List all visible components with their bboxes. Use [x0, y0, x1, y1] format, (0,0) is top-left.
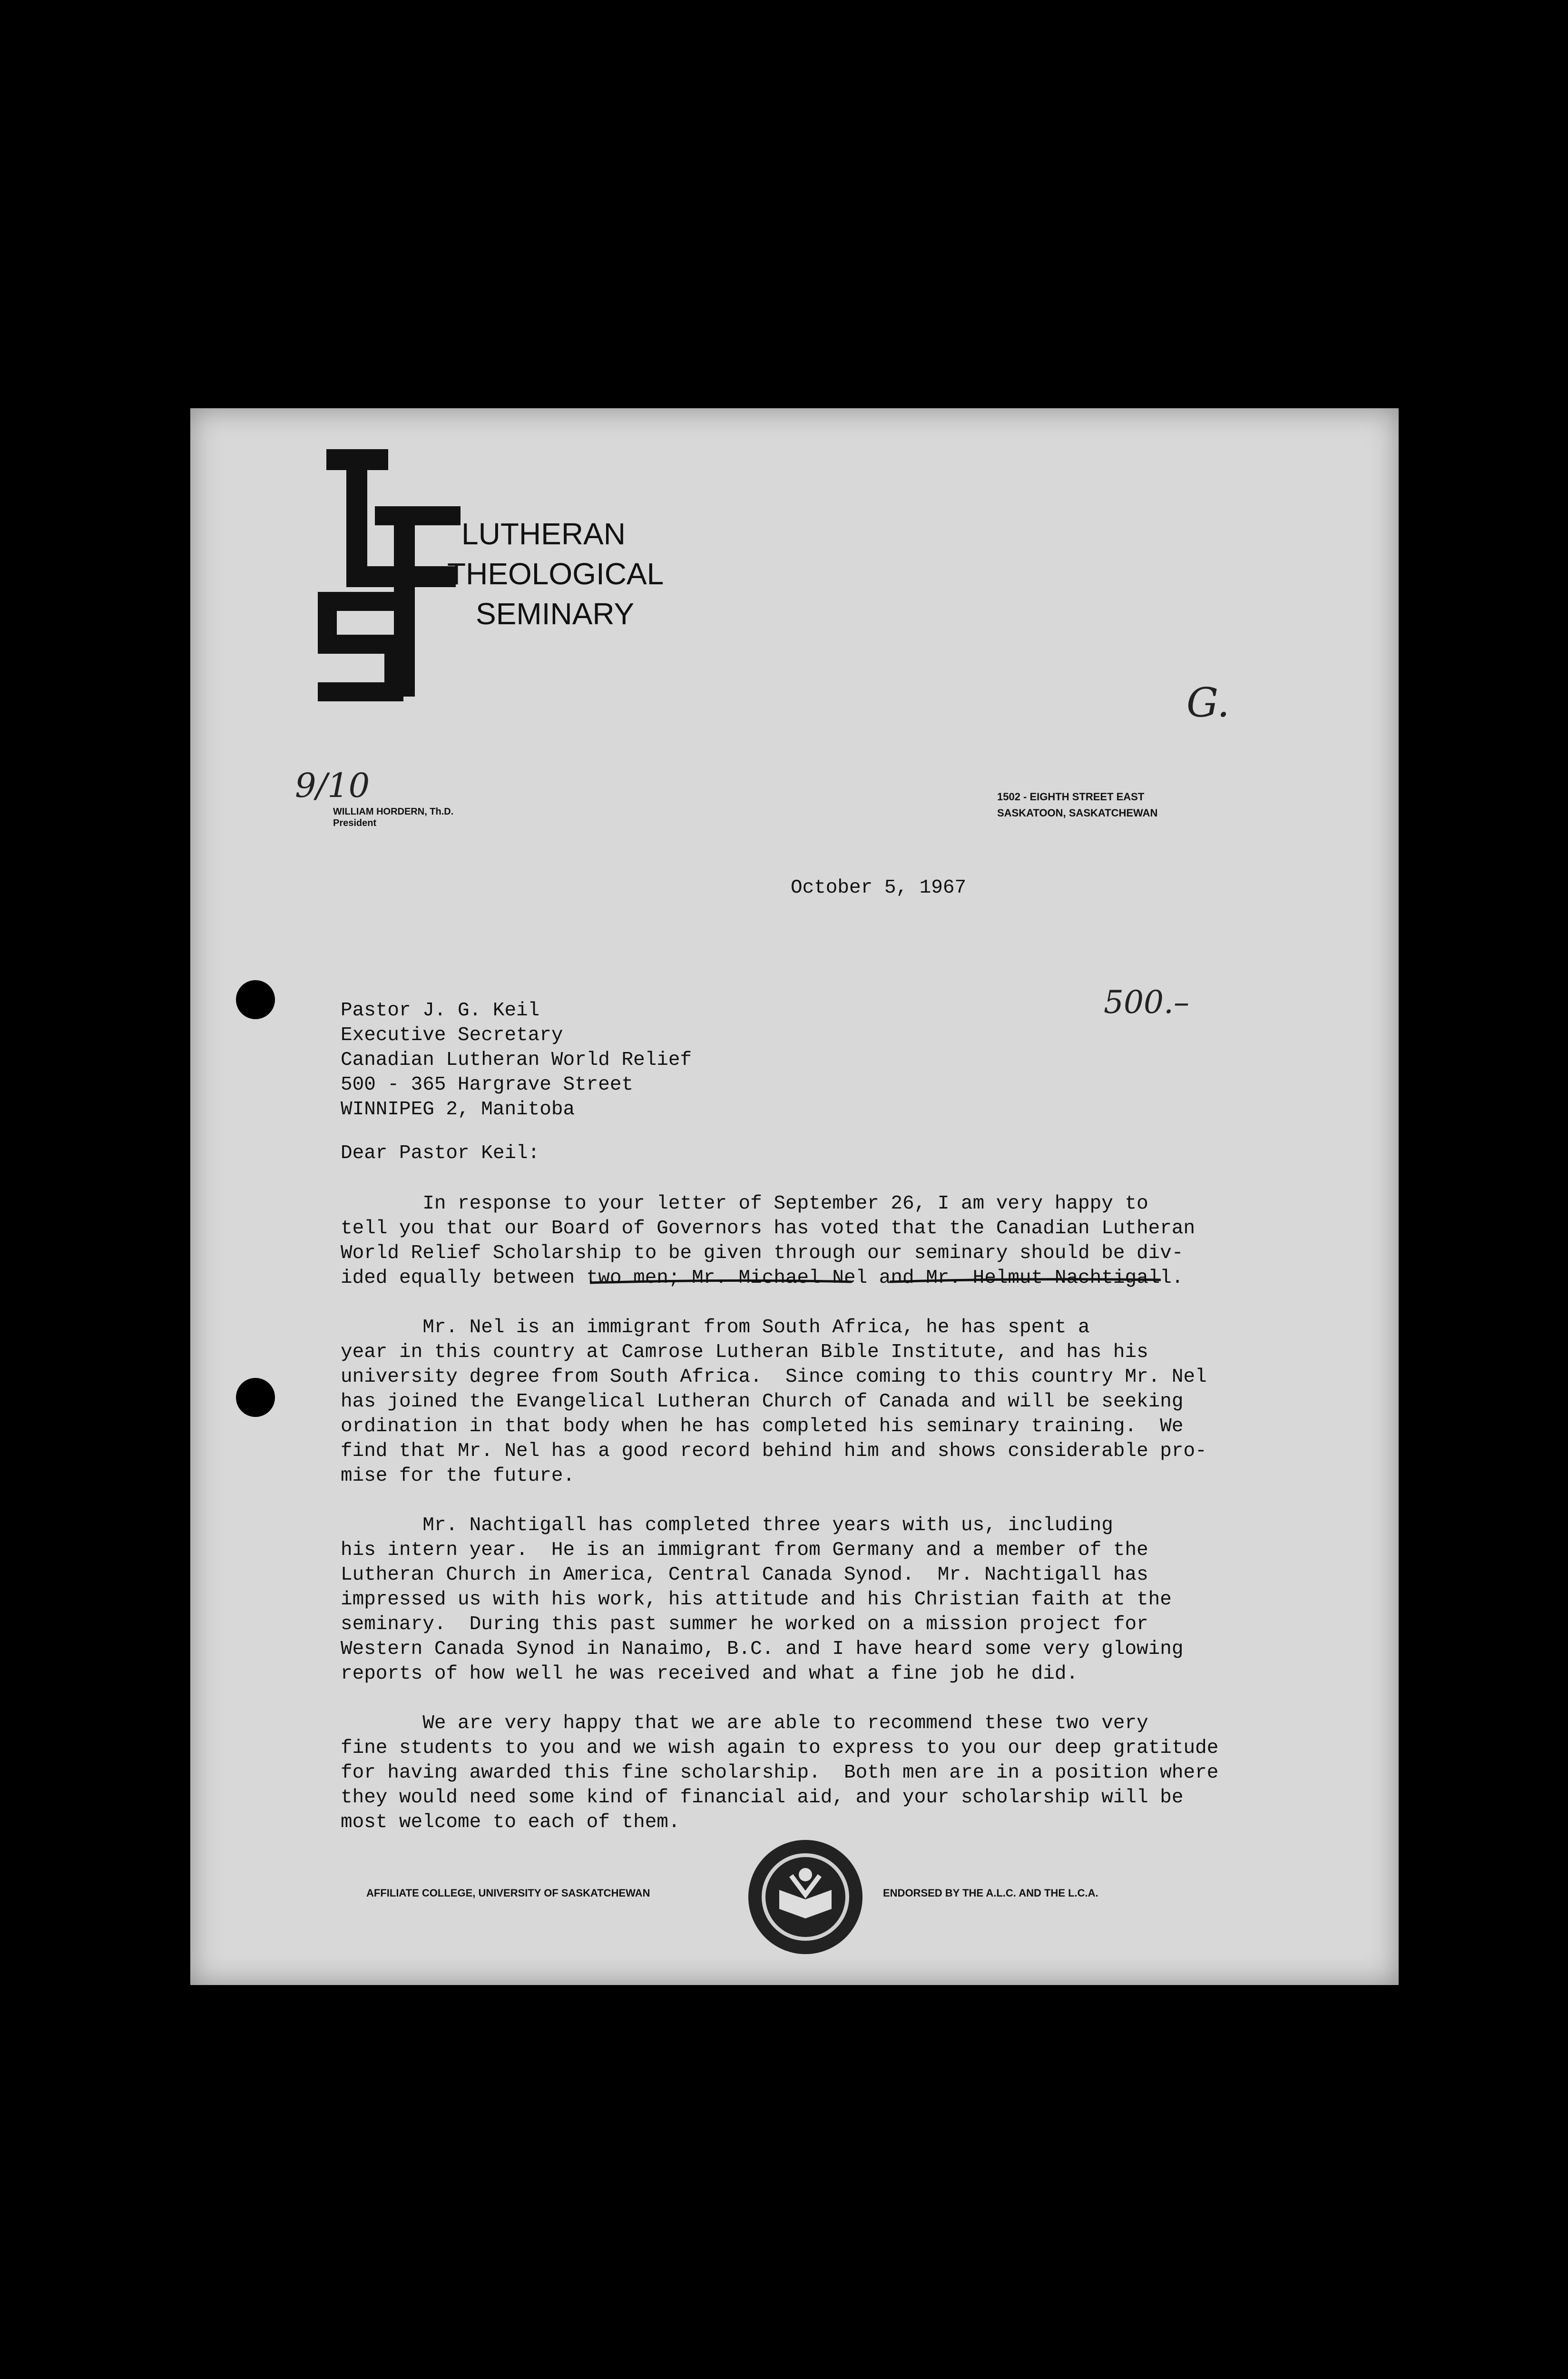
paragraph-2: [341, 1315, 1368, 1488]
recipient-line: Canadian Lutheran World Relief: [341, 1049, 692, 1071]
letter-page: [190, 408, 1399, 1985]
body-line: tell you that our Board of Governors has voted that the Canadian Lutheran: [341, 1218, 1196, 1239]
recipient-line: 500 - 365 Hargrave Street: [341, 1074, 634, 1096]
body-line: seminary. During this past summer he worked on a mission project for: [341, 1613, 1148, 1635]
seminary-name-line3: SEMINARY: [476, 597, 635, 631]
body-line: Mr. Nel is an immigrant from South Africa, he has spent a: [341, 1317, 1090, 1338]
initials-annotation: 9/10: [295, 766, 370, 805]
address-line1: 1502 - EIGHTH STREET EAST: [997, 791, 1145, 803]
body-line: mise for the future.: [341, 1465, 575, 1487]
paragraph-3: [341, 1513, 1368, 1686]
body-line: find that Mr. Nel has a good record behind him and shows considerable pro-: [341, 1440, 1207, 1462]
seminary-name-line1: LUTHERAN: [461, 517, 626, 551]
seminary-address: [997, 789, 1157, 821]
recipient-line: WINNIPEG 2, Manitoba: [341, 1099, 575, 1121]
body-line: Western Canada Synod in Nanaimo, B.C. and I have heard some very glowing: [341, 1638, 1184, 1660]
address-line2: SASKATOON, SASKATCHEWAN: [997, 807, 1158, 819]
seminary-name-line2: THEOLOGICAL: [447, 557, 664, 591]
president-name: WILLIAM HORDERN, Th.D.: [333, 806, 454, 817]
body-line: university degree from South Africa. Since coming to this country Mr. Nel: [341, 1366, 1207, 1388]
body-line: year in this country at Camrose Lutheran Bible Institute, and has his: [341, 1341, 1148, 1363]
body-line: his intern year. He is an immigrant from Germany and a member of the: [341, 1539, 1148, 1561]
body-line: Lutheran Church in America, Central Canada Synod. Mr. Nachtigall has: [341, 1564, 1148, 1586]
body-line: most welcome to each of them.: [341, 1811, 680, 1833]
recipient-address: [341, 998, 692, 1122]
body-line: has joined the Evangelical Lutheran Church of Canada and will be seeking: [341, 1391, 1184, 1413]
body-line: impressed us with his work, his attitude and his Christian faith at the: [341, 1589, 1172, 1611]
paragraph-4: [341, 1711, 1368, 1835]
president-block: [333, 806, 453, 829]
body-line: Mr. Nachtigall has completed three years with us, including: [341, 1514, 1113, 1536]
body-line: reports of how well he was received and what a fine job he did.: [341, 1663, 1078, 1685]
footer-affiliation: AFFILIATE COLLEGE, UNIVERSITY OF SASKATCHEWAN: [366, 1887, 650, 1899]
letter-date: October 5, 1967: [791, 877, 967, 899]
seminary-seal: [746, 1838, 865, 1956]
body-line: ided equally between two men; Mr. Michael Nel and Mr. Helmut Nachtigall.: [341, 1267, 1184, 1289]
body-line: for having awarded this fine scholarship. Both men are in a position where: [341, 1762, 1219, 1784]
corner-mark: G.: [1186, 679, 1230, 726]
body-line: they would need some kind of financial aid, and your scholarship will be: [341, 1787, 1184, 1809]
amount-annotation: 500.–: [1104, 984, 1189, 1021]
body-line: fine students to you and we wish again to express to you our deep gratitude: [341, 1737, 1219, 1759]
president-title: President: [333, 818, 377, 828]
punch-hole-top: [236, 980, 275, 1019]
seminary-name: [447, 514, 664, 634]
footer-endorsement: ENDORSED BY THE A.L.C. AND THE L.C.A.: [883, 1887, 1098, 1899]
recipient-line: Executive Secretary: [341, 1024, 563, 1046]
body-line: ordination in that body when he has completed his seminary training. We: [341, 1416, 1184, 1437]
salutation: Dear Pastor Keil:: [341, 1142, 540, 1164]
name-underline-mark: [585, 1272, 1166, 1291]
body-line: We are very happy that we are able to recommend these two very: [341, 1712, 1148, 1734]
body-line: World Relief Scholarship to be given through our seminary should be div-: [341, 1242, 1184, 1264]
letter-body: [341, 1191, 1368, 1859]
recipient-line: Pastor J. G. Keil: [341, 1000, 540, 1022]
body-line: In response to your letter of September 26, I am very happy to: [341, 1193, 1148, 1215]
punch-hole-bottom: [236, 1378, 275, 1417]
